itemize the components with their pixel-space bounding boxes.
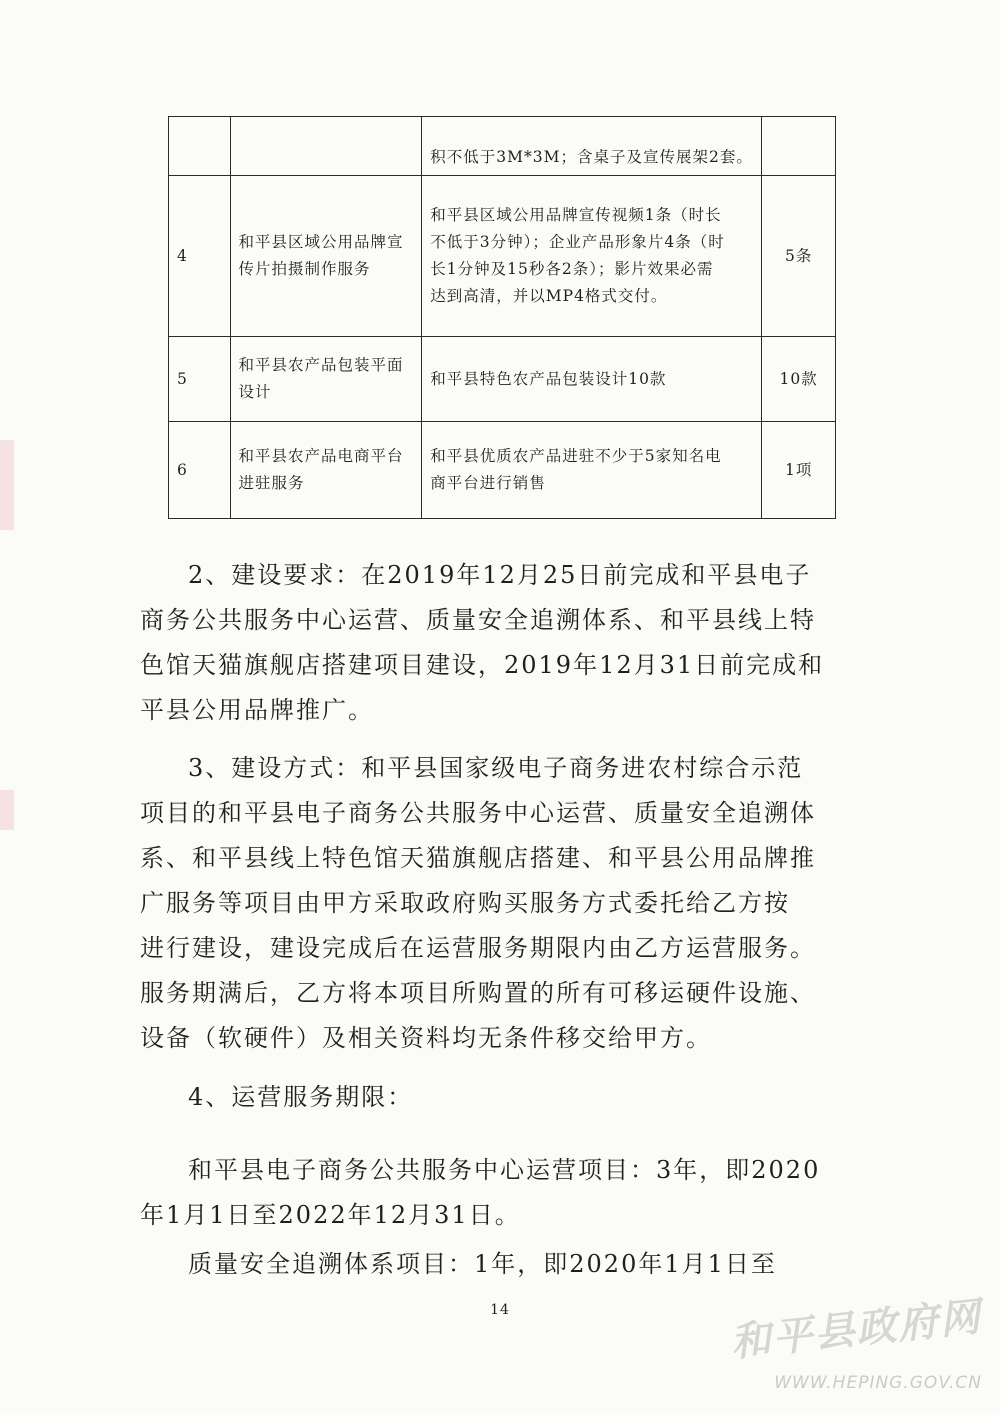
watermark-url: WWW.HEPING.GOV.CN xyxy=(774,1373,982,1393)
service-quantity: 1项 xyxy=(762,422,836,519)
service-quantity: 5条 xyxy=(762,176,836,337)
service-table xyxy=(168,116,836,519)
service-name xyxy=(230,117,422,176)
row-number xyxy=(169,117,231,176)
scan-stain xyxy=(0,790,14,830)
table-row xyxy=(169,117,836,176)
service-description: 积不低于3M*3M；含桌子及宣传展架2套。 xyxy=(422,117,762,176)
service-name: 和平县农产品包装平面 设计 xyxy=(230,337,422,422)
watermark-cn: 和平县政府网 xyxy=(728,1293,985,1367)
paragraph-service-period-heading: 4、运营服务期限： xyxy=(188,1083,414,1111)
table-row xyxy=(169,176,836,337)
paragraph-service-center-period: 和平县电子商务公共服务中心运营项目：3年，即2020 年1月1日至2022年12月31日。 xyxy=(140,1156,821,1229)
service-quantity: 10款 xyxy=(762,337,836,422)
service-description: 和平县优质农产品进驻不少于5家知名电 商平台进行销售 xyxy=(422,422,762,519)
scan-stain xyxy=(0,440,14,530)
paragraph-construction-method: 3、建设方式：和平县国家级电子商务进农村综合示范 项目的和平县电子商务公共服务中心运营、质量安全追溯体 系、和平县线上特色馆天猫旗舰店搭建、和平县公用品牌推 广服务等项目由甲方采取政府购买服务方式委托给乙方按 进行建设，建设完成后在运营服务期限内由乙方运营服务。 服务期满后，乙方将本项目所购置的所有可移运硬件设施、 设备（软硬件）及相关资料均无条件移交给甲方。 xyxy=(140,754,816,1052)
service-name: 和平县农产品电商平台 进驻服务 xyxy=(230,422,422,519)
service-name: 和平县区域公用品牌宣 传片拍摄制作服务 xyxy=(230,176,422,337)
service-description: 和平县区域公用品牌宣传视频1条（时长 不低于3分钟）；企业产品形象片4条（时 长1分钟及15秒各2条）；影片效果必需 达到高清，并以MP4格式交付。 xyxy=(422,176,762,337)
table-row xyxy=(169,337,836,422)
paragraph-construction-requirements: 2、建设要求：在2019年12月25日前完成和平县电子 商务公共服务中心运营、质量安全追溯体系、和平县线上特 色馆天猫旗舰店搭建项目建设，2019年12月31日前完成和 平县公用品牌推广。 xyxy=(140,561,825,724)
service-quantity xyxy=(762,117,836,176)
table-row xyxy=(169,422,836,519)
row-number: 4 xyxy=(169,176,231,337)
paragraph-traceability-period: 质量安全追溯体系项目：1年，即2020年1月1日至 xyxy=(188,1250,777,1278)
page-number: 14 xyxy=(490,1302,510,1318)
row-number: 6 xyxy=(169,422,231,519)
row-number: 5 xyxy=(169,337,231,422)
service-description: 和平县特色农产品包装设计10款 xyxy=(422,337,762,422)
